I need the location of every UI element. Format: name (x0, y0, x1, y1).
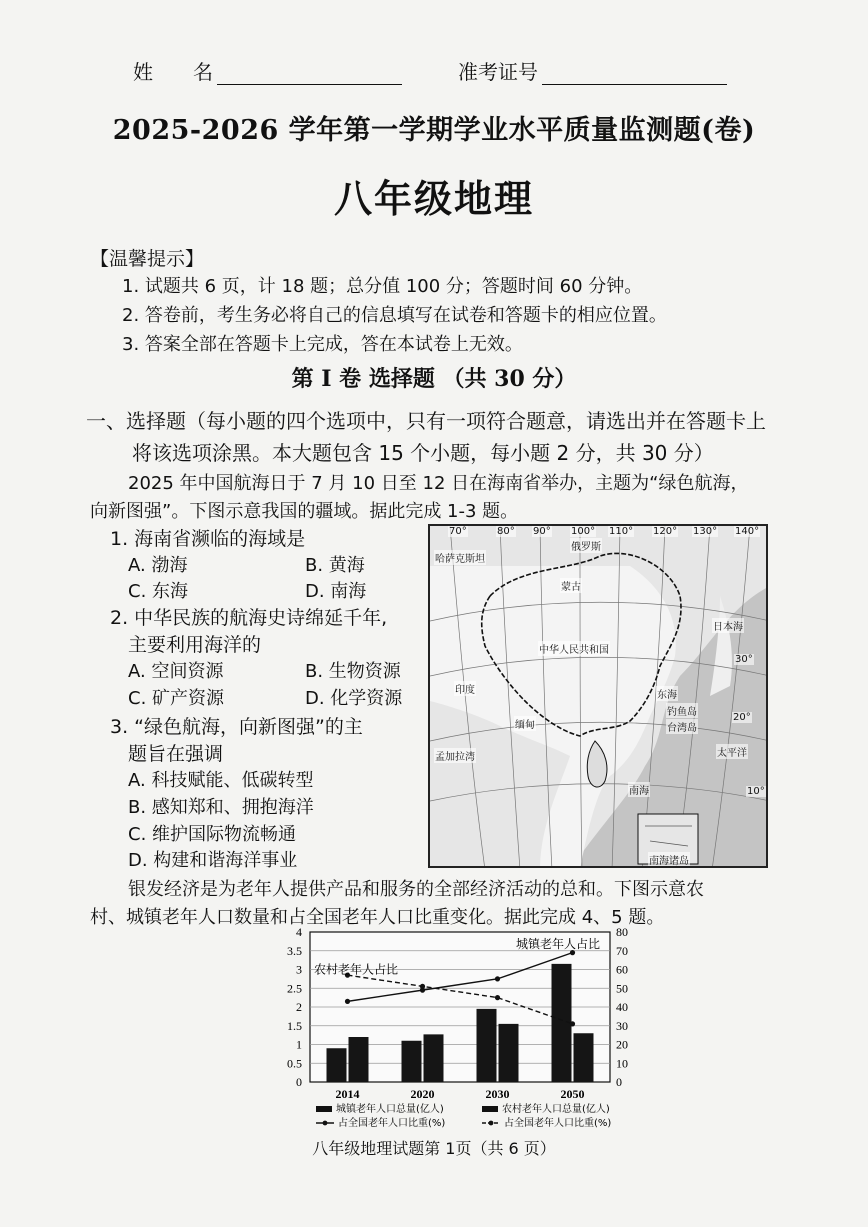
y-right-tick-label: 0 (616, 1075, 622, 1089)
rural-share-point (495, 995, 500, 1000)
y-right-tick-label: 60 (616, 962, 628, 977)
x-tick-label: 2050 (560, 1087, 585, 1101)
legend-label: 农村老年人口总量(亿人) (502, 1104, 610, 1115)
bar-urban (402, 1041, 422, 1082)
name-field (133, 56, 402, 85)
tip-item: 1. 试题共 6 页，计 18 题；总分值 100 分；答题时间 60 分钟。 (122, 276, 643, 297)
bar-urban (477, 1009, 497, 1082)
longitude-label: 70° (449, 526, 467, 537)
question-stem-cont: 题旨在强调 (128, 743, 224, 765)
exam-id-blank (542, 65, 727, 85)
question-stem: 1. 海南省濒临的海域是 (110, 528, 306, 550)
y-right-tick-label: 30 (616, 1018, 628, 1033)
map-graphic (430, 526, 768, 868)
option: D. 化学资源 (305, 688, 403, 709)
china-territory-map (428, 524, 768, 868)
bar-urban (327, 1048, 347, 1082)
section-title: 第 I 卷 选择题 （共 30 分） (291, 366, 577, 392)
map-label-mongolia: 蒙古 (560, 578, 582, 593)
map-label-lat10: 10° (747, 786, 765, 797)
longitude-label: 100° (571, 526, 596, 537)
x-tick-label: 2020 (410, 1087, 435, 1101)
passage-line: 银发经济是为老年人提供产品和服务的全部经济活动的总和。下图示意农 (128, 879, 704, 900)
option: B. 黄海 (305, 555, 365, 576)
y-left-tick-label: 1.5 (287, 1018, 302, 1033)
longitude-label: 80° (497, 526, 515, 537)
y-right-tick-label: 80 (616, 925, 628, 939)
tip-item: 2. 答卷前，考生务必将自己的信息填写在试卷和答题卡的相应位置。 (122, 305, 667, 326)
longitude-label: 110° (609, 526, 634, 537)
map-label-south-sea-islands: 南海诸岛 (648, 852, 690, 867)
map-label-myanmar: 缅甸 (514, 716, 536, 731)
rural-share-point (420, 984, 425, 989)
y-left-tick-label: 3.5 (287, 943, 302, 958)
legend-label: 占全国老年人口比重(%) (338, 1118, 446, 1129)
rural-share-point (570, 1021, 575, 1026)
question-stem-cont: 主要利用海洋的 (128, 634, 262, 656)
y-left-tick-label: 0.5 (287, 1056, 302, 1071)
map-label-east-sea: 东海 (656, 686, 678, 701)
option: A. 空间资源 (128, 661, 224, 682)
map-label-diaoyu: 钓鱼岛 (666, 703, 698, 718)
y-left-tick-label: 4 (296, 925, 302, 939)
urban-share-point (495, 976, 500, 981)
map-label-lat30: 30° (735, 654, 753, 665)
bar-rural (349, 1037, 369, 1082)
urban-share-point (345, 999, 350, 1004)
bar-rural (499, 1024, 519, 1082)
annotation-rural: 农村老年人占比 (314, 962, 399, 977)
legend-label: 占全国老年人口比重(%) (504, 1118, 612, 1129)
exam-title: 2025-2026 学年第一学期学业水平质量监测题(卷) (112, 115, 756, 146)
option: C. 矿产资源 (128, 688, 225, 709)
option: D. 南海 (305, 581, 367, 602)
option: A. 渤海 (128, 555, 188, 576)
option: B. 生物资源 (305, 661, 401, 682)
map-label-lat20: 20° (733, 712, 751, 723)
y-right-tick-label: 70 (616, 943, 628, 958)
subject-title: 八年级地理 (333, 176, 534, 221)
passage-line: 向新图强”。下图示意我国的疆域。据此完成 1-3 题。 (90, 501, 519, 522)
y-left-tick-label: 0 (296, 1075, 302, 1089)
y-left-tick-label: 3 (296, 962, 302, 977)
name-label: 姓 名 (133, 60, 213, 84)
name-blank (217, 65, 402, 85)
annotation-urban: 城镇老年人占比 (515, 937, 600, 951)
map-label-prc: 中华人民共和国 (538, 641, 610, 656)
y-right-tick-label: 20 (616, 1037, 628, 1052)
tip-item: 3. 答案全部在答题卡上完成，答在本试卷上无效。 (122, 334, 523, 355)
legend-label: 城镇老年人口总量(亿人) (336, 1104, 444, 1115)
elderly-population-chart (270, 924, 650, 1134)
legend-swatch-rural-bar (482, 1106, 498, 1112)
option: D. 构建和谐海洋事业 (128, 850, 298, 871)
y-right-tick-label: 40 (616, 1000, 628, 1014)
map-label-south-sea: 南海 (628, 782, 650, 797)
option: C. 东海 (128, 581, 189, 602)
option: C. 维护国际物流畅通 (128, 824, 297, 845)
x-tick-label: 2030 (485, 1087, 510, 1101)
page-footer: 八年级地理试题第 1页（共 6 页） (312, 1139, 556, 1158)
tips-heading: 【温馨提示】 (90, 248, 205, 270)
map-label-kazakhstan: 哈萨克斯坦 (434, 550, 486, 565)
section-instruction-cont: 将该选项涂黑。本大题包含 15 个小题，每小题 2 分，共 30 分） (132, 441, 714, 465)
longitude-label: 140° (735, 526, 760, 537)
y-left-tick-label: 2 (296, 1000, 302, 1014)
x-tick-label: 2014 (335, 1087, 360, 1101)
map-label-pacific: 太平洋 (716, 744, 748, 759)
map-label-india: 印度 (454, 681, 476, 696)
map-label-russia: 俄罗斯 (570, 538, 602, 553)
y-right-tick-label: 10 (616, 1056, 628, 1071)
longitude-label: 130° (693, 526, 718, 537)
bar-rural (424, 1034, 444, 1082)
longitude-label: 120° (653, 526, 678, 537)
option: B. 感知郑和、拥抱海洋 (128, 797, 314, 818)
y-left-tick-label: 2.5 (287, 981, 302, 996)
legend-swatch-urban-bar (316, 1106, 332, 1112)
section-instruction: 一、选择题（每小题的四个选项中，只有一项符合题意，请选出并在答题卡上 (86, 409, 766, 433)
option: A. 科技赋能、低碳转型 (128, 770, 314, 791)
legend-swatch-urban-point (323, 1121, 328, 1126)
exam-id-field (458, 56, 727, 85)
passage-line: 2025 年中国航海日于 7 月 10 日至 12 日在海南省举办，主题为“绿色航海， (128, 473, 749, 494)
map-label-taiwan: 台湾岛 (666, 719, 698, 734)
y-left-tick-label: 1 (296, 1037, 302, 1052)
longitude-label: 90° (533, 526, 551, 537)
legend-swatch-rural-point (489, 1121, 494, 1126)
exam-id-label: 准考证号 (458, 60, 538, 84)
question-stem: 2. 中华民族的航海史诗绵延千年, (110, 607, 388, 629)
passage-line: 村、城镇老年人口数量和占全国老年人口比重变化。据此完成 4、5 题。 (90, 907, 665, 928)
bar-rural (574, 1033, 594, 1082)
map-label-japan-sea: 日本海 (712, 618, 744, 633)
map-label-bay-of-bengal: 孟加拉湾 (434, 748, 476, 763)
question-stem: 3. “绿色航海，向新图强”的主 (110, 716, 363, 738)
y-right-tick-label: 50 (616, 981, 628, 996)
